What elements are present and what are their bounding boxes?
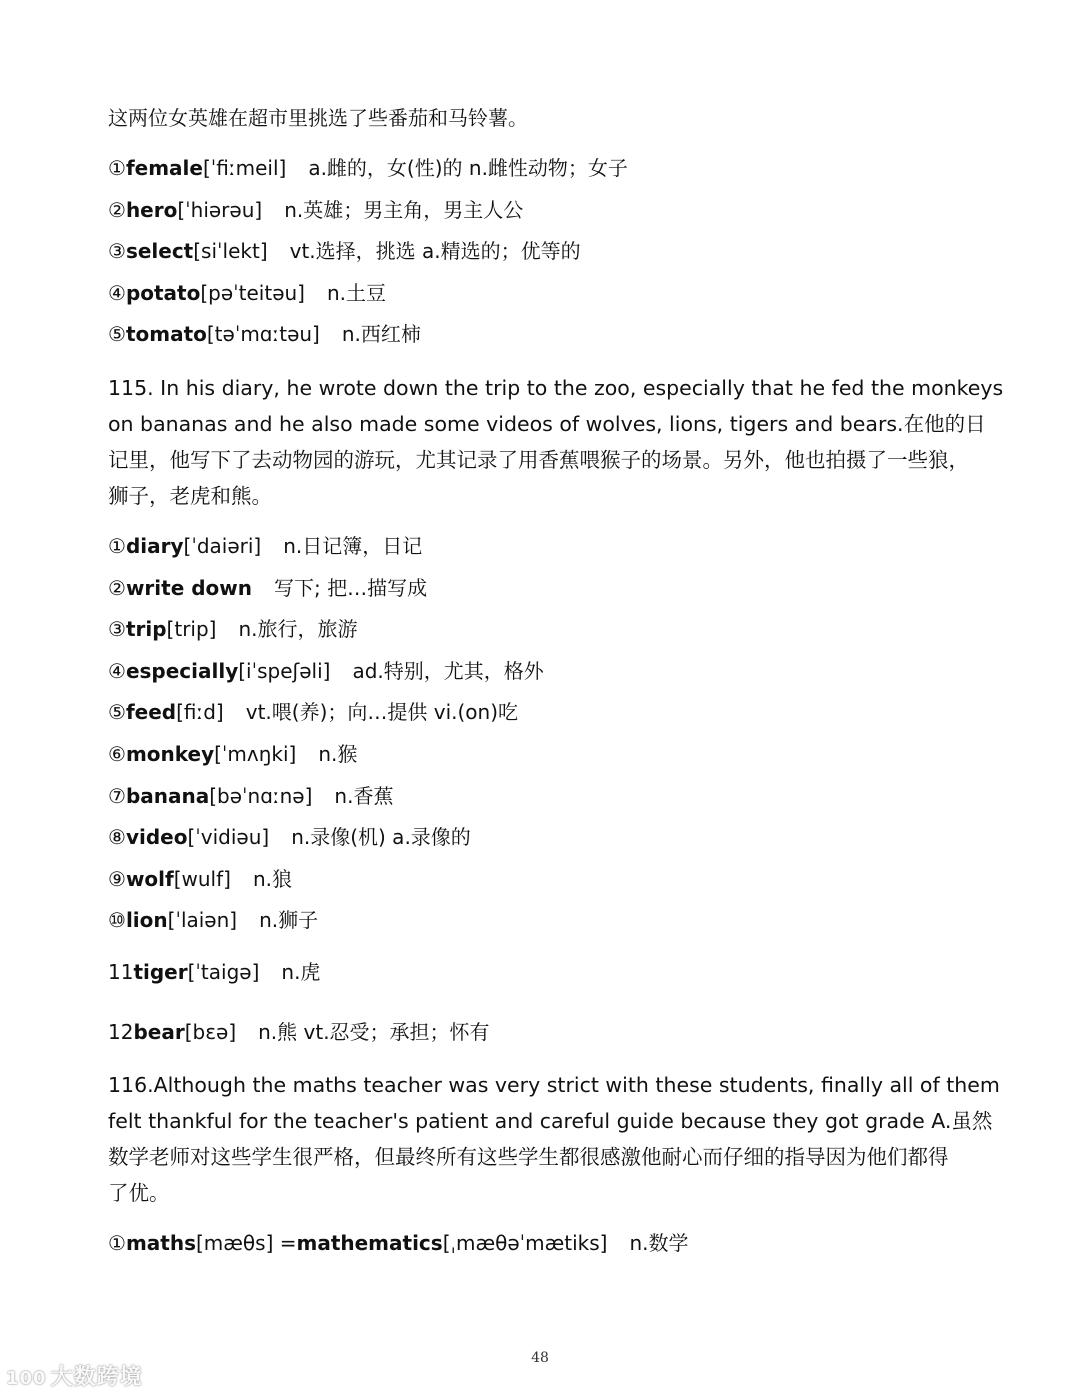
sentence-line: 记里，他写下了去动物园的游玩，尤其记录了用香蕉喂猴子的场景。另外，他也拍摄了一些狼，: [108, 447, 969, 472]
phonetic: [ˈvidiəu]: [187, 825, 270, 850]
definition: n.狮子: [259, 908, 319, 933]
vocab-word: trip: [125, 617, 167, 642]
vocab-item: [108, 273, 988, 315]
vocab-word: diary: [125, 533, 184, 558]
vocab-list-3: [108, 1223, 988, 1265]
item-number: ①: [108, 533, 126, 558]
phonetic: [ˈmʌŋki]: [214, 741, 297, 766]
item-number: ④: [108, 658, 126, 683]
phonetic: [ˈlaiən]: [167, 908, 238, 933]
definition: n.香蕉: [334, 783, 394, 808]
vocab-word: select: [125, 239, 194, 264]
item-number: ⑨: [108, 866, 126, 891]
definition: n.数学: [629, 1231, 689, 1256]
item-number: ④: [108, 280, 126, 305]
phonetic: [pəˈteitəu]: [200, 280, 305, 305]
item-number: ⑥: [108, 741, 126, 766]
definition: n.土豆: [327, 280, 387, 305]
definition: n.狼: [252, 866, 293, 891]
vocab-item: [108, 526, 988, 568]
intro-sentence: 这两位女英雄在超市里挑选了些番茄和马铃薯。: [108, 106, 528, 130]
definition: ad.特别，尤其，格外: [352, 658, 544, 683]
vocab-item: [108, 314, 988, 356]
item-number: ③: [108, 617, 126, 642]
vocab-item: [108, 817, 988, 859]
vocab-word: bear: [133, 1019, 185, 1044]
vocab-word: tiger: [133, 959, 188, 984]
item-number: 12: [108, 1019, 134, 1044]
watermark-logo-icon: 100: [6, 1368, 47, 1389]
vocab-word: wolf: [125, 866, 174, 891]
vocab-word: lion: [125, 908, 168, 933]
definition: n.英雄；男主角，男主人公: [284, 197, 524, 222]
vocab-word: monkey: [125, 741, 215, 766]
definition: n.虎: [281, 959, 321, 984]
vocab-word: maths: [125, 1231, 196, 1256]
phonetic: [siˈlekt]: [193, 239, 268, 264]
definition: 写下; 把…描写成: [274, 575, 428, 600]
phonetic: [mæθs] =: [195, 1231, 297, 1256]
phonetic: [trip]: [166, 617, 217, 642]
definition: vt.选择，挑选 a.精选的；优等的: [289, 239, 581, 264]
phonetic: [fiːd]: [176, 700, 224, 725]
sentence-line: 115. In his diary, he wrote down the trip to the zoo, especially that he fed the monkeys: [108, 375, 1004, 400]
definition: n.日记簿，日记: [283, 533, 423, 558]
vocab-word: write down: [125, 575, 252, 600]
item-number: ③: [108, 239, 126, 264]
definition: vt.喂(养)；向…提供 vi.(on)吃: [245, 700, 518, 725]
phonetic: [iˈspeʃəli]: [238, 658, 331, 683]
item-number: ①: [108, 156, 126, 180]
vocab-item: [108, 776, 988, 818]
vocab-word: video: [125, 825, 188, 850]
vocab-item: [108, 190, 988, 232]
vocab-item: [108, 1012, 988, 1054]
vocab-word: potato: [125, 280, 201, 305]
vocab-word: hero: [125, 197, 178, 222]
definition: n.熊 vt.忍受；承担；怀有: [258, 1019, 490, 1044]
vocab-item: [108, 231, 988, 273]
item-number: ⑤: [108, 700, 126, 725]
vocab-item: [108, 148, 988, 190]
definition: n.西红柿: [341, 322, 421, 347]
item-number: ⑩: [108, 908, 126, 933]
watermark-text: 大数跨境: [50, 1365, 143, 1390]
vocab-item: [108, 609, 988, 651]
vocab-word-alt: mathematics: [296, 1231, 443, 1256]
phonetic: [ˈhiərəu]: [177, 197, 263, 222]
phonetic: [bəˈnɑːnə]: [209, 783, 313, 808]
vocab-word: tomato: [125, 322, 207, 347]
item-number: ⑧: [108, 825, 126, 850]
definition: n.猴: [318, 741, 358, 766]
definition: n.旅行，旅游: [238, 617, 358, 642]
vocab-word: banana: [125, 783, 210, 808]
sentence-line: 数学老师对这些学生很严格，但最终所有这些学生都很感激他耐心而仔细的指导因为他们都得: [108, 1145, 949, 1170]
item-number: 11: [108, 959, 134, 984]
phonetic: [ˈdaiəri]: [183, 533, 262, 558]
vocab-item: [108, 734, 988, 776]
item-number: ⑦: [108, 783, 126, 808]
phonetic: [ˈtaigə]: [187, 959, 260, 984]
vocab-item: [108, 859, 988, 901]
phonetic-alt: [ˌmæθəˈmætiks]: [442, 1231, 608, 1256]
sentence-115: [108, 370, 1004, 514]
vocab-item: [108, 900, 988, 942]
phonetic: [bɛə]: [184, 1019, 237, 1044]
vocab-list-2: [108, 526, 988, 1053]
item-number: ②: [108, 575, 126, 600]
vocab-list-1: [108, 148, 988, 356]
vocab-item: [108, 568, 988, 610]
definition: a.雌的，女(性)的 n.雌性动物；女子: [308, 156, 628, 180]
sentence-line: felt thankful for the teacher's patient and careful guide because they got grade A.虽然: [108, 1109, 993, 1134]
document-page: [108, 100, 1004, 1265]
sentence-line: 狮子，老虎和熊。: [108, 483, 272, 508]
vocab-word: feed: [125, 700, 177, 725]
sentence-line: 了优。: [108, 1181, 170, 1206]
phonetic: [wulf]: [173, 866, 231, 891]
sentence-line: on bananas and he also made some videos of wolves, lions, tigers and bears.在他的日: [108, 411, 986, 436]
definition: n.录像(机) a.录像的: [291, 825, 471, 850]
vocab-item: [108, 651, 988, 693]
item-number: ②: [108, 197, 126, 222]
item-number: ⑤: [108, 322, 126, 347]
watermark: [6, 1360, 143, 1391]
phonetic: [təˈmɑːtəu]: [206, 322, 320, 347]
phonetic: [ˈfiːmeil]: [202, 156, 287, 180]
sentence-116: [108, 1067, 1000, 1211]
page-number: 48: [531, 1350, 549, 1366]
item-number: ①: [108, 1231, 126, 1256]
sentence-line: 116.Although the maths teacher was very strict with these students, finally all of them: [108, 1073, 1000, 1098]
vocab-item: [108, 1223, 988, 1265]
vocab-word: especially: [125, 658, 239, 683]
vocab-item: [108, 952, 988, 994]
vocab-word: female: [125, 156, 203, 180]
vocab-item: [108, 692, 988, 734]
